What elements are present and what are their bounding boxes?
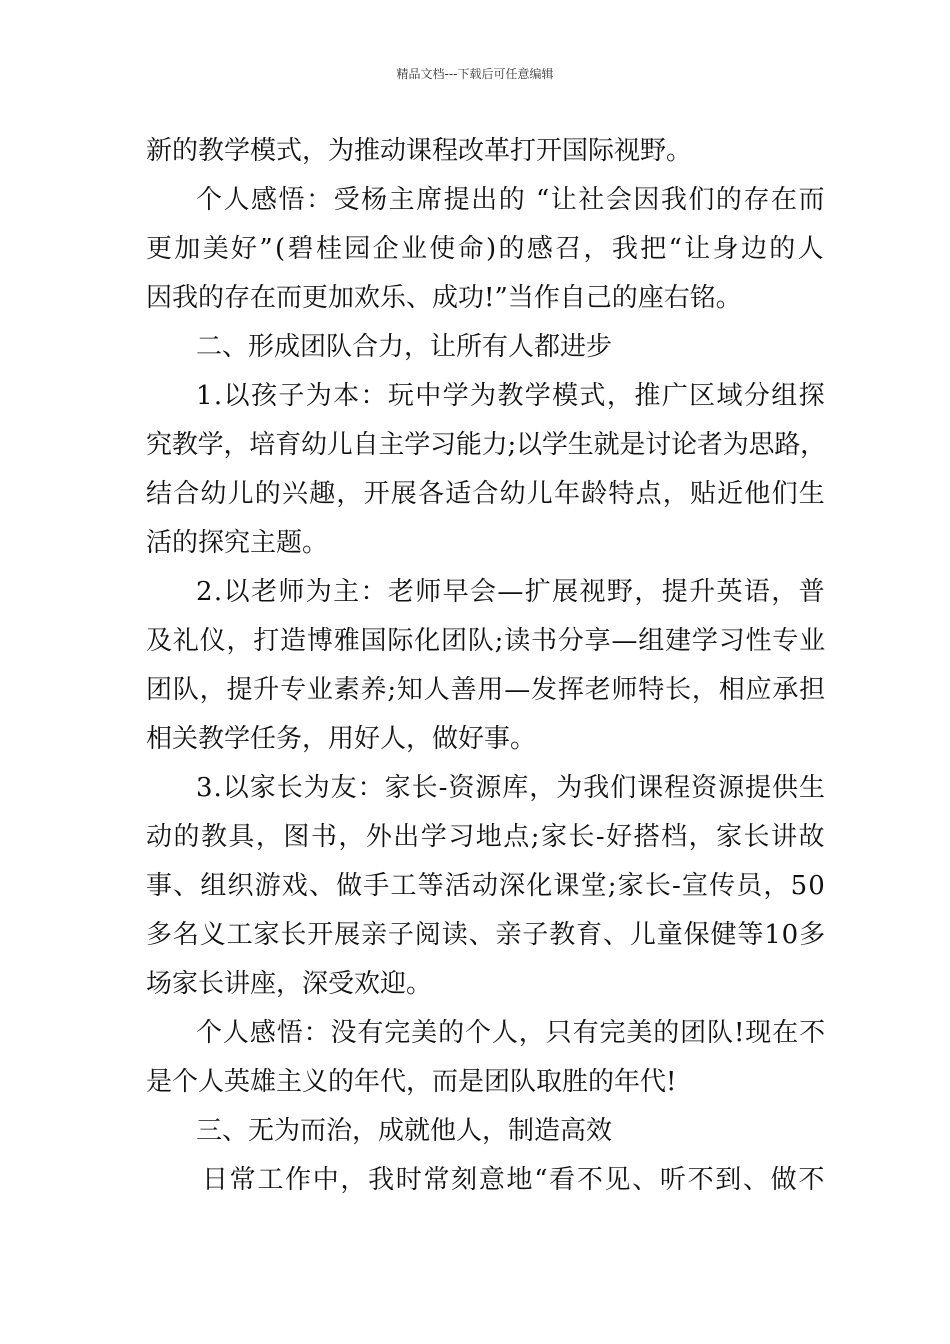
- text-line: 场家长讲座，深受欢迎。: [146, 969, 433, 999]
- text-line: 3.以家长为友：家长-资源库，为我们课程资源提供生: [196, 773, 826, 803]
- text-line: 团队，提升专业素养;知人善用—发挥老师特长，相应承担: [146, 675, 826, 705]
- text-line: 新的教学模式，为推动课程改革打开国际视野。: [146, 136, 693, 166]
- text-line: 三、无为而治，成就他人，制造高效: [196, 1116, 613, 1146]
- text-line: 多名义工家长开展亲子阅读、亲子教育、儿童保健等10多: [146, 920, 826, 950]
- text-line: 日常工作中，我时常刻意地“看不见、听不到、做不: [202, 1165, 826, 1195]
- text-line: 究教学，培育幼儿自主学习能力;以学生就是讨论者为思路，: [146, 430, 826, 460]
- page-header: 精品文档---下载后可任意编辑: [396, 67, 554, 81]
- text-line: 结合幼儿的兴趣，开展各适合幼儿年龄特点，贴近他们生: [146, 479, 826, 509]
- text-line: 事、组织游戏、做手工等活动深化课堂;家长-宣传员，50: [146, 871, 826, 901]
- text-line: 因我的存在而更加欢乐、成功!”当作自己的座右铭。: [146, 283, 742, 313]
- text-line: 个人感悟：受杨主席提出的 “让社会因我们的存在而: [196, 185, 826, 215]
- text-line: 活的探究主题。: [146, 528, 329, 558]
- document-body: [146, 127, 826, 1205]
- text-line: 及礼仪，打造博雅国际化团队;读书分享—组建学习性专业: [146, 626, 826, 656]
- text-line: 相关教学任务，用好人，做好事。: [146, 724, 537, 754]
- text-line: 个人感悟：没有完美的个人，只有完美的团队!现在不: [196, 1018, 826, 1048]
- text-line: 1.以孩子为本：玩中学为教学模式，推广区域分组探: [196, 381, 826, 411]
- text-line: 二、形成团队合力，让所有人都进步: [196, 332, 613, 362]
- text-line: 是个人英雄主义的年代，而是团队取胜的年代!: [146, 1067, 677, 1097]
- text-line: 2.以老师为主：老师早会—扩展视野，提升英语，普: [196, 577, 826, 607]
- text-line: 动的教具，图书，外出学习地点;家长-好搭档，家长讲故: [146, 822, 826, 852]
- text-line: 更加美好”(碧桂园企业使命)的感召，我把“让身边的人: [146, 234, 826, 264]
